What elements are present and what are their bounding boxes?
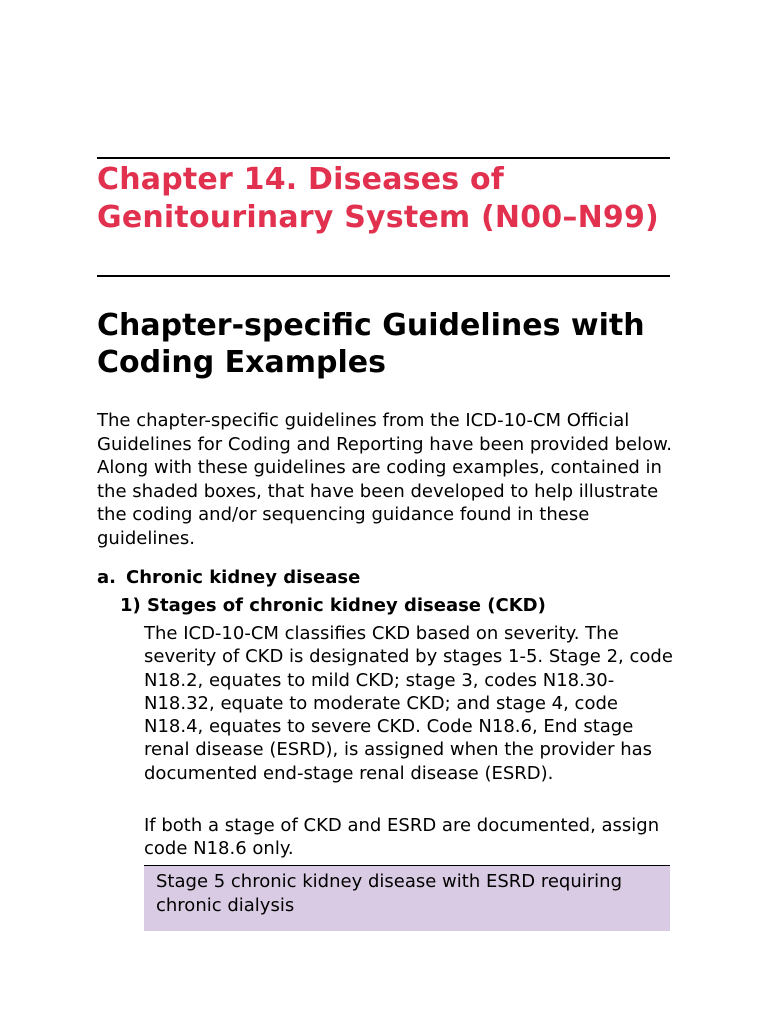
list-item-a xyxy=(97,566,360,590)
section-heading: Chapter-specific Guidelines with Coding Examples xyxy=(97,308,645,380)
ckd-stages-paragraph: The ICD-10-CM classifies CKD based on severity. The severity of CKD is designated by stages 1-5. Stage 2, code N18.2, equates to mild CKD; stage 3, codes N18.30-N18.32, equate to moderate CKD; and stage 4, code N18.4, equates to severe CKD. Code N18.6, End stage renal disease (ESRD), is assigned when the provider has documented end-stage renal disease (ESRD). xyxy=(144,623,673,784)
chapter-title: Chapter 14. Diseases of Genitourinary System (N00–N99) xyxy=(97,162,659,235)
coding-example-text: Stage 5 chronic kidney disease with ESRD requiring chronic dialysis xyxy=(156,871,622,916)
ckd-esrd-paragraph: If both a stage of CKD and ESRD are documented, assign code N18.6 only. xyxy=(144,815,660,860)
list-item-1-label: 1) Stages of chronic kidney disease (CKD) xyxy=(120,595,546,616)
intro-paragraph: The chapter-specific guidelines from the ICD-10-CM Official Guidelines for Coding and Reporting have been provided below. Along with these guidelines are coding examples, contained in the shaded boxes, that have been developed to help illustrate the coding and/or sequencing guidance found in these guidelines. xyxy=(97,410,672,549)
coding-example-box xyxy=(144,865,670,931)
list-marker-a: a. xyxy=(97,567,116,588)
list-item-a-label: Chronic kidney disease xyxy=(126,567,361,588)
list-item-1 xyxy=(120,594,546,618)
chapter-header-box xyxy=(97,157,670,277)
